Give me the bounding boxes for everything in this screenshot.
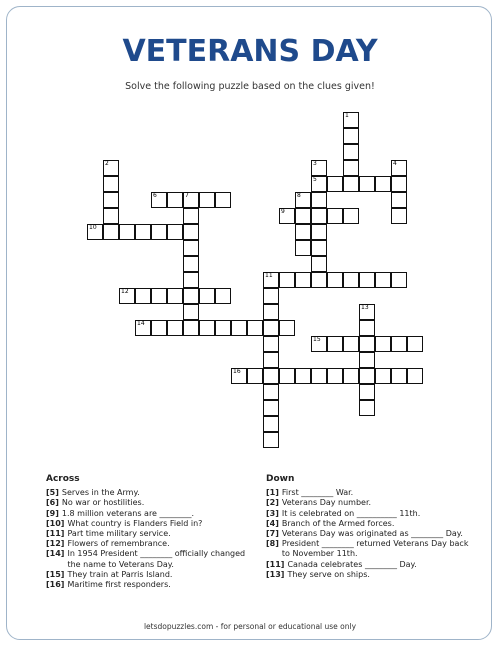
grid-cell[interactable] [375, 368, 391, 384]
grid-cell[interactable] [375, 176, 391, 192]
grid-cell[interactable] [103, 224, 119, 240]
grid-cell[interactable] [183, 208, 199, 224]
across-clue [46, 529, 256, 539]
clue-text: Part time military service. [67, 529, 171, 539]
cell-number: 4 [393, 160, 397, 167]
grid-cell[interactable] [103, 208, 119, 224]
grid-cell[interactable] [215, 320, 231, 336]
grid-cell[interactable] [359, 352, 375, 368]
grid-cell[interactable] [311, 224, 327, 240]
grid-cell[interactable] [103, 176, 119, 192]
grid-cell[interactable] [263, 352, 279, 368]
clue-number: [7] [266, 529, 279, 539]
across-clue [46, 549, 256, 569]
grid-cell[interactable] [183, 304, 199, 320]
grid-cell[interactable] [183, 192, 199, 208]
grid-cell[interactable] [279, 368, 295, 384]
clue-number: [15] [46, 569, 65, 579]
grid-cell[interactable] [263, 336, 279, 352]
grid-cell[interactable] [359, 400, 375, 416]
cell-number: 7 [185, 192, 189, 199]
grid-cell[interactable] [391, 160, 407, 176]
down-clue [266, 539, 476, 559]
cell-number: 15 [313, 336, 321, 343]
grid-cell[interactable] [263, 288, 279, 304]
grid-cell[interactable] [295, 192, 311, 208]
grid-cell[interactable] [359, 368, 375, 384]
grid-cell[interactable] [295, 368, 311, 384]
grid-cell[interactable] [135, 224, 151, 240]
grid-cell[interactable] [215, 288, 231, 304]
grid-cell[interactable] [183, 320, 199, 336]
grid-cell[interactable] [183, 288, 199, 304]
grid-cell[interactable] [391, 272, 407, 288]
grid-cell[interactable] [247, 368, 263, 384]
across-clue [46, 519, 256, 529]
clue-text: Maritime first responders. [67, 580, 171, 590]
grid-cell[interactable] [343, 160, 359, 176]
grid-cell[interactable] [295, 224, 311, 240]
grid-cell[interactable] [375, 272, 391, 288]
grid-cell[interactable] [391, 336, 407, 352]
grid-cell[interactable] [263, 416, 279, 432]
clue-number: [11] [46, 529, 65, 539]
across-clue [46, 539, 256, 549]
grid-cell[interactable] [263, 272, 279, 288]
grid-cell[interactable] [167, 192, 183, 208]
grid-cell[interactable] [135, 288, 151, 304]
down-heading: Down [266, 474, 295, 484]
grid-cell[interactable] [263, 304, 279, 320]
grid-cell[interactable] [279, 272, 295, 288]
down-clue [266, 560, 476, 570]
grid-cell[interactable] [263, 320, 279, 336]
clue-number: [2] [266, 498, 279, 508]
down-clues [266, 474, 476, 580]
across-heading: Across [46, 474, 80, 484]
grid-cell[interactable] [327, 208, 343, 224]
down-clue [266, 498, 476, 508]
grid-cell[interactable] [215, 192, 231, 208]
grid-cell[interactable] [407, 368, 423, 384]
clue-number: [4] [266, 518, 279, 528]
grid-cell[interactable] [343, 336, 359, 352]
page-subtitle: Solve the following puzzle based on the clues given! [125, 81, 375, 92]
cell-number: 8 [297, 192, 301, 199]
grid-cell[interactable] [359, 384, 375, 400]
down-clue [266, 509, 476, 519]
clue-number: [11] [266, 559, 285, 569]
grid-cell[interactable] [231, 320, 247, 336]
grid-cell[interactable] [87, 224, 103, 240]
down-clue [266, 519, 476, 529]
clue-text: 1.8 million veterans are ________. [61, 508, 195, 518]
grid-cell[interactable] [391, 192, 407, 208]
clue-number: [13] [266, 569, 285, 579]
grid-cell[interactable] [359, 320, 375, 336]
grid-cell[interactable] [327, 272, 343, 288]
grid-cell[interactable] [375, 336, 391, 352]
clue-number: [9] [46, 508, 59, 518]
grid-cell[interactable] [311, 160, 327, 176]
grid-cell[interactable] [183, 256, 199, 272]
cell-number: 2 [105, 160, 109, 167]
grid-cell[interactable] [167, 224, 183, 240]
clue-number: [6] [46, 498, 59, 508]
clue-text: They serve on ships. [287, 569, 370, 579]
clue-text: Flowers of remembrance. [67, 539, 170, 549]
grid-cell[interactable] [263, 368, 279, 384]
grid-cell[interactable] [391, 208, 407, 224]
grid-cell[interactable] [311, 176, 327, 192]
grid-cell[interactable] [295, 240, 311, 256]
grid-cell[interactable] [151, 320, 167, 336]
grid-cell[interactable] [119, 288, 135, 304]
grid-cell[interactable] [263, 432, 279, 448]
cell-number: 16 [233, 368, 241, 375]
grid-cell[interactable] [343, 128, 359, 144]
grid-cell[interactable] [167, 320, 183, 336]
cell-number: 10 [89, 224, 97, 231]
clue-text: Serves in the Army. [61, 488, 140, 498]
grid-cell[interactable] [231, 368, 247, 384]
grid-cell[interactable] [183, 240, 199, 256]
clue-text: What country is Flanders Field in? [67, 518, 203, 528]
grid-cell[interactable] [359, 272, 375, 288]
clue-number: [12] [46, 539, 65, 549]
grid-cell[interactable] [327, 336, 343, 352]
clue-text: First ________ War. [281, 488, 354, 498]
clue-number: [8] [266, 539, 279, 549]
page-title: VETERANS DAY [122, 34, 378, 69]
grid-cell[interactable] [311, 208, 327, 224]
down-clue [266, 529, 476, 539]
clue-number: [10] [46, 518, 65, 528]
clue-number: [1] [266, 488, 279, 498]
grid-cell[interactable] [343, 272, 359, 288]
across-clues [46, 474, 256, 590]
grid-cell[interactable] [311, 336, 327, 352]
cell-number: 11 [265, 272, 273, 279]
clue-number: [3] [266, 508, 279, 518]
grid-cell[interactable] [391, 176, 407, 192]
grid-cell[interactable] [103, 160, 119, 176]
grid-cell[interactable] [247, 320, 263, 336]
cell-number: 12 [121, 288, 129, 295]
grid-cell[interactable] [183, 272, 199, 288]
across-clue [46, 580, 256, 590]
clue-text: Veterans Day number. [281, 498, 372, 508]
cell-number: 6 [153, 192, 157, 199]
cell-number: 5 [313, 176, 317, 183]
clue-text: It is celebrated on __________ 11th. [281, 508, 421, 518]
grid-cell[interactable] [327, 368, 343, 384]
grid-cell[interactable] [279, 208, 295, 224]
grid-cell[interactable] [311, 256, 327, 272]
down-clue [266, 570, 476, 580]
grid-cell[interactable] [407, 336, 423, 352]
grid-cell[interactable] [199, 288, 215, 304]
grid-cell[interactable] [167, 288, 183, 304]
grid-cell[interactable] [135, 320, 151, 336]
clue-number: [16] [46, 580, 65, 590]
grid-cell[interactable] [343, 176, 359, 192]
clue-text: They train at Parris Island. [67, 569, 173, 579]
grid-cell[interactable] [391, 368, 407, 384]
footer-credit: letsdopuzzles.com - for personal or educational use only [143, 622, 357, 631]
grid-cell[interactable] [343, 112, 359, 128]
clue-text: Canada celebrates ________ Day. [287, 559, 417, 569]
grid-cell[interactable] [343, 144, 359, 160]
clue-text: In 1954 President ________ officially changed the name to Veterans Day. [67, 549, 246, 569]
grid-cell[interactable] [311, 192, 327, 208]
grid-cell[interactable] [295, 208, 311, 224]
cell-number: 9 [281, 208, 285, 215]
cell-number: 13 [361, 304, 369, 311]
clue-text: Veterans Day was originated as ________ Day. [281, 529, 463, 539]
down-list [266, 488, 476, 580]
clue-text: No war or hostilities. [61, 498, 145, 508]
across-clue [46, 498, 256, 508]
grid-cell[interactable] [199, 192, 215, 208]
clue-text: Branch of the Armed forces. [281, 518, 395, 528]
grid-cell[interactable] [151, 224, 167, 240]
cell-number: 1 [345, 112, 349, 119]
grid-cell[interactable] [263, 384, 279, 400]
cell-number: 3 [313, 160, 317, 167]
grid-cell[interactable] [343, 368, 359, 384]
grid-cell[interactable] [151, 192, 167, 208]
grid-cell[interactable] [311, 240, 327, 256]
down-clue [266, 488, 476, 498]
across-list [46, 488, 256, 590]
cell-number: 14 [137, 320, 145, 327]
grid-cell[interactable] [263, 400, 279, 416]
across-clue [46, 570, 256, 580]
grid-cell[interactable] [343, 208, 359, 224]
across-clue [46, 509, 256, 519]
grid-cell[interactable] [295, 272, 311, 288]
across-clue [46, 488, 256, 498]
grid-cell[interactable] [183, 224, 199, 240]
clue-number: [14] [46, 549, 65, 559]
grid-cell[interactable] [311, 368, 327, 384]
grid-cell[interactable] [327, 176, 343, 192]
grid-cell[interactable] [119, 224, 135, 240]
grid-cell[interactable] [311, 272, 327, 288]
grid-cell[interactable] [359, 304, 375, 320]
grid-cell[interactable] [279, 320, 295, 336]
clue-number: [5] [46, 488, 59, 498]
grid-cell[interactable] [359, 176, 375, 192]
grid-cell[interactable] [103, 192, 119, 208]
grid-cell[interactable] [151, 288, 167, 304]
clue-text: President ________ returned Veterans Day back to November 11th. [281, 539, 469, 559]
grid-cell[interactable] [199, 320, 215, 336]
grid-cell[interactable] [359, 336, 375, 352]
